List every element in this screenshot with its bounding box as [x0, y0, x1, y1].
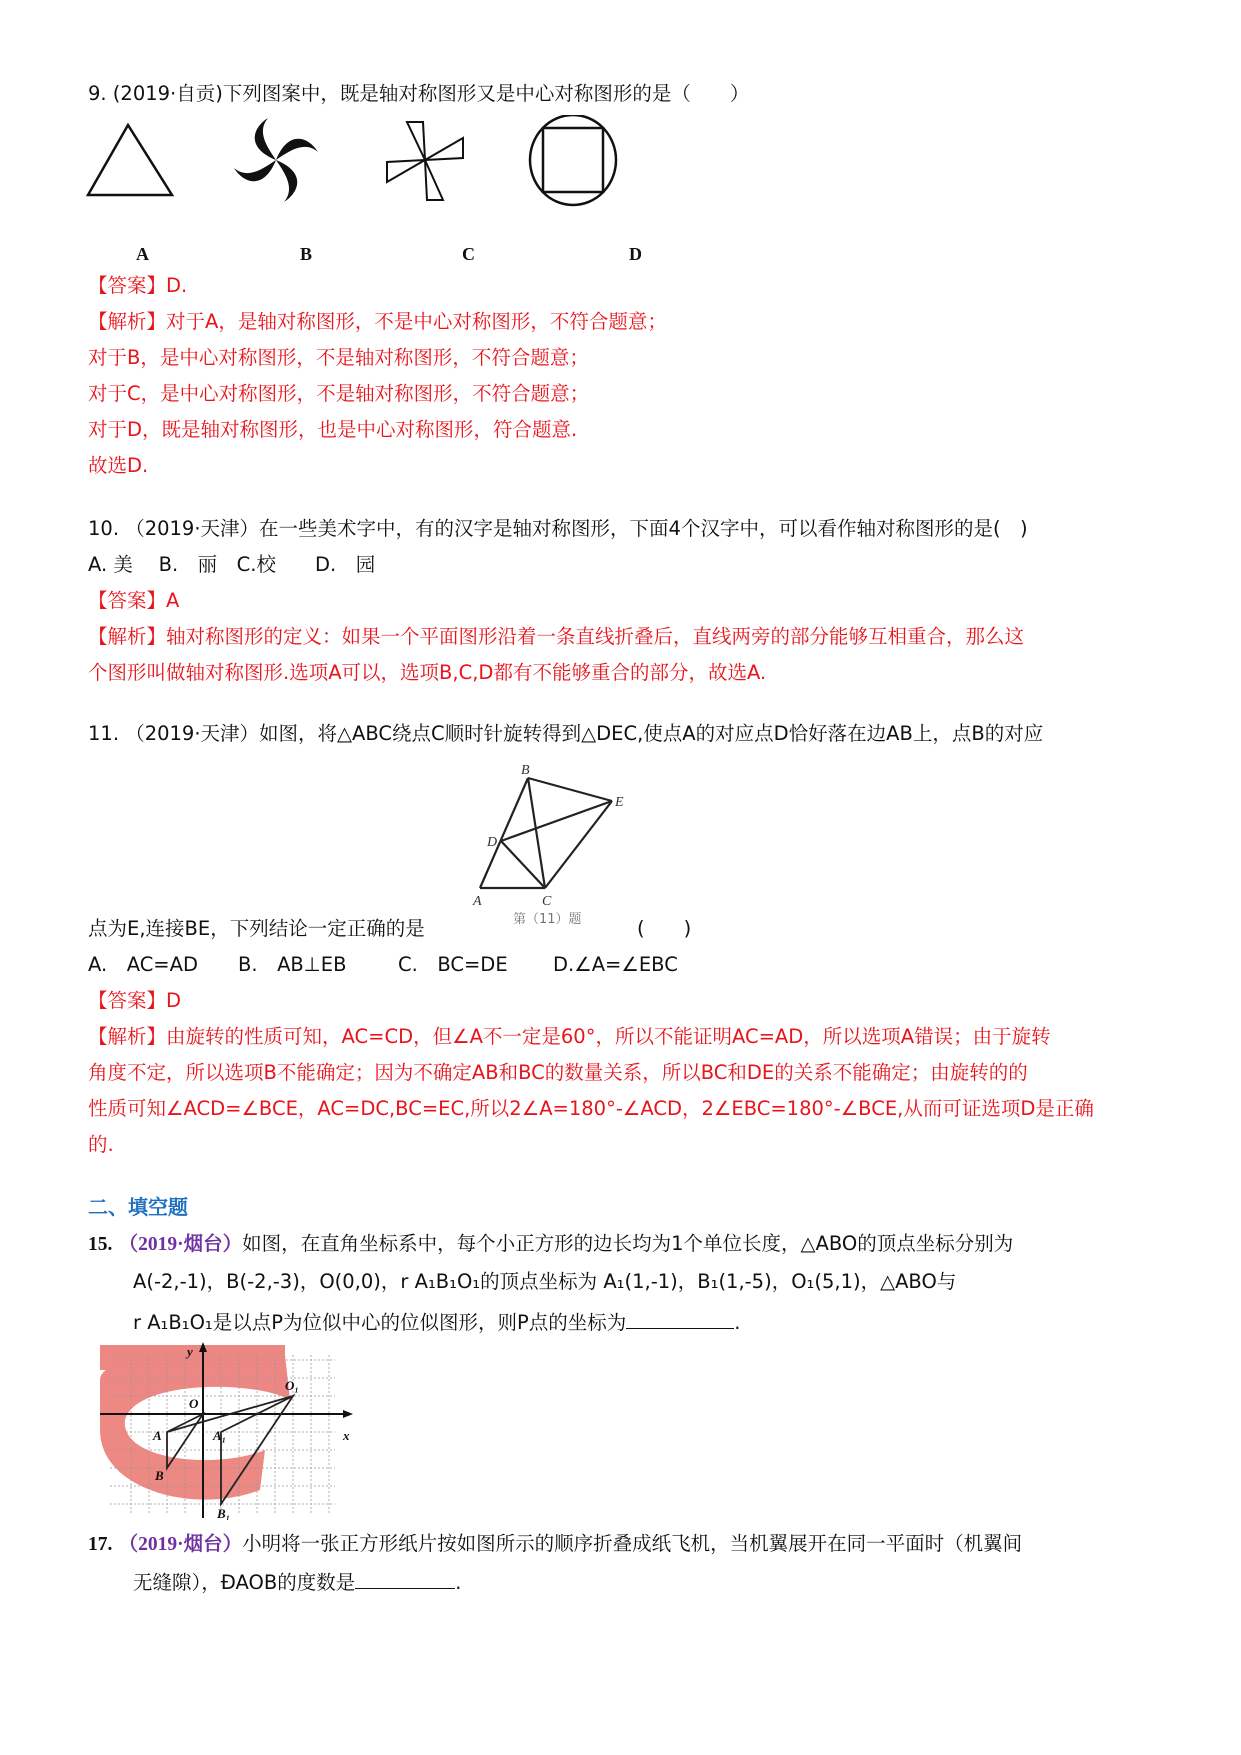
section-title-fill-in: 二、填空题 — [88, 1195, 188, 1219]
point-label-c: C — [542, 894, 552, 908]
point-label-b: B — [521, 763, 530, 778]
point-label-a: A — [473, 894, 482, 908]
triangle-figure — [88, 125, 172, 195]
q17-line1 — [88, 1530, 1022, 1559]
period: . — [734, 1311, 741, 1334]
q15-text: 如图，在直角坐标系中，每个小正方形的边长均为1个单位长度，△ABO的顶点坐标分别为 — [242, 1232, 1014, 1255]
q10-analysis-line: 个图形叫做轴对称图形.选项A可以，选项B,C,D都有不能够重合的部分，故选A. — [88, 661, 767, 684]
q17-text: 无缝隙），ÐAOB的度数是 — [133, 1571, 356, 1594]
q17-text: 小明将一张正方形纸片按如图所示的顺序折叠成纸飞机，当机翼展开在同一平面时（机翼间 — [242, 1532, 1023, 1555]
pinwheel-figure — [234, 118, 318, 202]
watermark-logo — [100, 1345, 290, 1500]
q9-stem: 9. (2019·自贡)下列图案中，既是轴对称图形又是中心对称图形的是（ ） — [88, 82, 750, 105]
q9-answer: 【答案】D. — [88, 274, 188, 297]
q17-line2 — [133, 1566, 461, 1597]
q11-option-c: C. BC=DE — [398, 953, 508, 976]
circle-square-figure — [530, 115, 616, 205]
point-label-b1: B₁ — [217, 1506, 231, 1520]
q9-analysis-line: 对于C，是中心对称图形，不是轴对称图形，不符合题意； — [88, 382, 590, 405]
q15-number: 15. — [88, 1234, 113, 1255]
point-label-e: E — [615, 795, 624, 810]
q11-stem-line1: 11. （2019·天津）如图，将△ABC绕点C顺时针旋转得到△DEC,使点A的对应点D恰好落在边AB上，点B的对应 — [88, 722, 1044, 745]
q11-analysis-line: 【解析】由旋转的性质可知，AC=CD，但∠A不一定是60°，所以不能证明AC=AD，所以选项A错误；由于旋转 — [88, 1025, 1051, 1048]
point-label-a1: A₁ — [213, 1428, 227, 1443]
q11-answer: 【答案】D — [88, 989, 182, 1012]
point-label-o1: O₁ — [285, 1378, 299, 1393]
answer-blank[interactable] — [626, 1306, 734, 1329]
q11-analysis-line: 角度不定，所以选项B不能确定；因为不确定AB和BC的数量关系，所以BC和DE的关系不能确定；由旋转的的 — [88, 1061, 1028, 1084]
period: . — [455, 1571, 462, 1594]
q11-answer-paren: ( ) — [637, 917, 692, 940]
q11-option-a: A. AC=AD — [88, 953, 199, 976]
figure-label-b: B — [300, 244, 313, 264]
q15-coordinate-figure — [95, 1340, 370, 1520]
q9-analysis-line: 故选D. — [88, 454, 149, 477]
q15-text: r A₁B₁O₁是以点P为位似中心的位似图形，则P点的坐标为 — [133, 1311, 627, 1334]
q10-stem: 10. （2019·天津）在一些美术字中，有的汉字是轴对称图形，下面4个汉字中，可以看作轴对称图形的是( ) — [88, 517, 1028, 540]
figure-label-d: D — [629, 244, 642, 264]
q15-line2: A(-2,-1)，B(-2,-3)，O(0,0)，r A₁B₁O₁的顶点坐标为 A₁(1,-1)，B₁(1,-5)，O₁(5,1)，△ABO与 — [133, 1270, 957, 1293]
q9-analysis-line: 对于D，既是轴对称图形，也是中心对称图形，符合题意. — [88, 418, 578, 441]
q11-stem-line2: 点为E,连接BE，下列结论一定正确的是 — [88, 917, 425, 940]
q11-analysis-line: 性质可知∠ACD=∠BCE，AC=DC,BC=EC,所以2∠A=180°-∠ACD，2∠EBC=180°-∠BCE,从而可证选项D是正确 — [88, 1097, 1094, 1120]
point-label-d: D — [487, 835, 498, 850]
q10-answer: 【答案】A — [88, 589, 180, 612]
point-label-o: O — [189, 1396, 199, 1411]
point-label-a: A — [153, 1428, 162, 1443]
q11-option-d: D.∠A=∠EBC — [553, 953, 678, 976]
q9-figures — [80, 115, 640, 210]
q17-number: 17. — [88, 1534, 113, 1555]
q11-option-b: B. AB⊥EB — [238, 953, 347, 976]
q11-figure — [465, 758, 645, 908]
q15-line3 — [133, 1306, 740, 1337]
figure-label-a: A — [136, 244, 149, 264]
bowtie-pinwheel-figure — [387, 122, 463, 200]
figure-label-c: C — [462, 244, 475, 264]
answer-blank[interactable] — [355, 1566, 455, 1589]
q10-options: A. 美 B. 丽 C.校 D. 园 — [88, 553, 376, 576]
q11-figure-caption: 第（11）题 — [513, 912, 582, 927]
q9-analysis-line: 对于B，是中心对称图形，不是轴对称图形，不符合题意； — [88, 346, 589, 369]
q11-analysis-line: 的. — [88, 1133, 114, 1156]
q17-source: （2019·烟台） — [118, 1534, 243, 1555]
axis-label-y: y — [187, 1344, 193, 1359]
q15-source: （2019·烟台） — [118, 1234, 243, 1255]
q10-analysis-line: 【解析】轴对称图形的定义：如果一个平面图形沿着一条直线折叠后，直线两旁的部分能够互相重合，那么这 — [88, 625, 1025, 648]
q15-line1 — [88, 1230, 1013, 1259]
point-label-b: B — [155, 1468, 164, 1483]
q9-analysis-line: 【解析】对于A，是轴对称图形，不是中心对称图形，不符合题意； — [88, 310, 667, 333]
axis-label-x: x — [343, 1428, 350, 1443]
